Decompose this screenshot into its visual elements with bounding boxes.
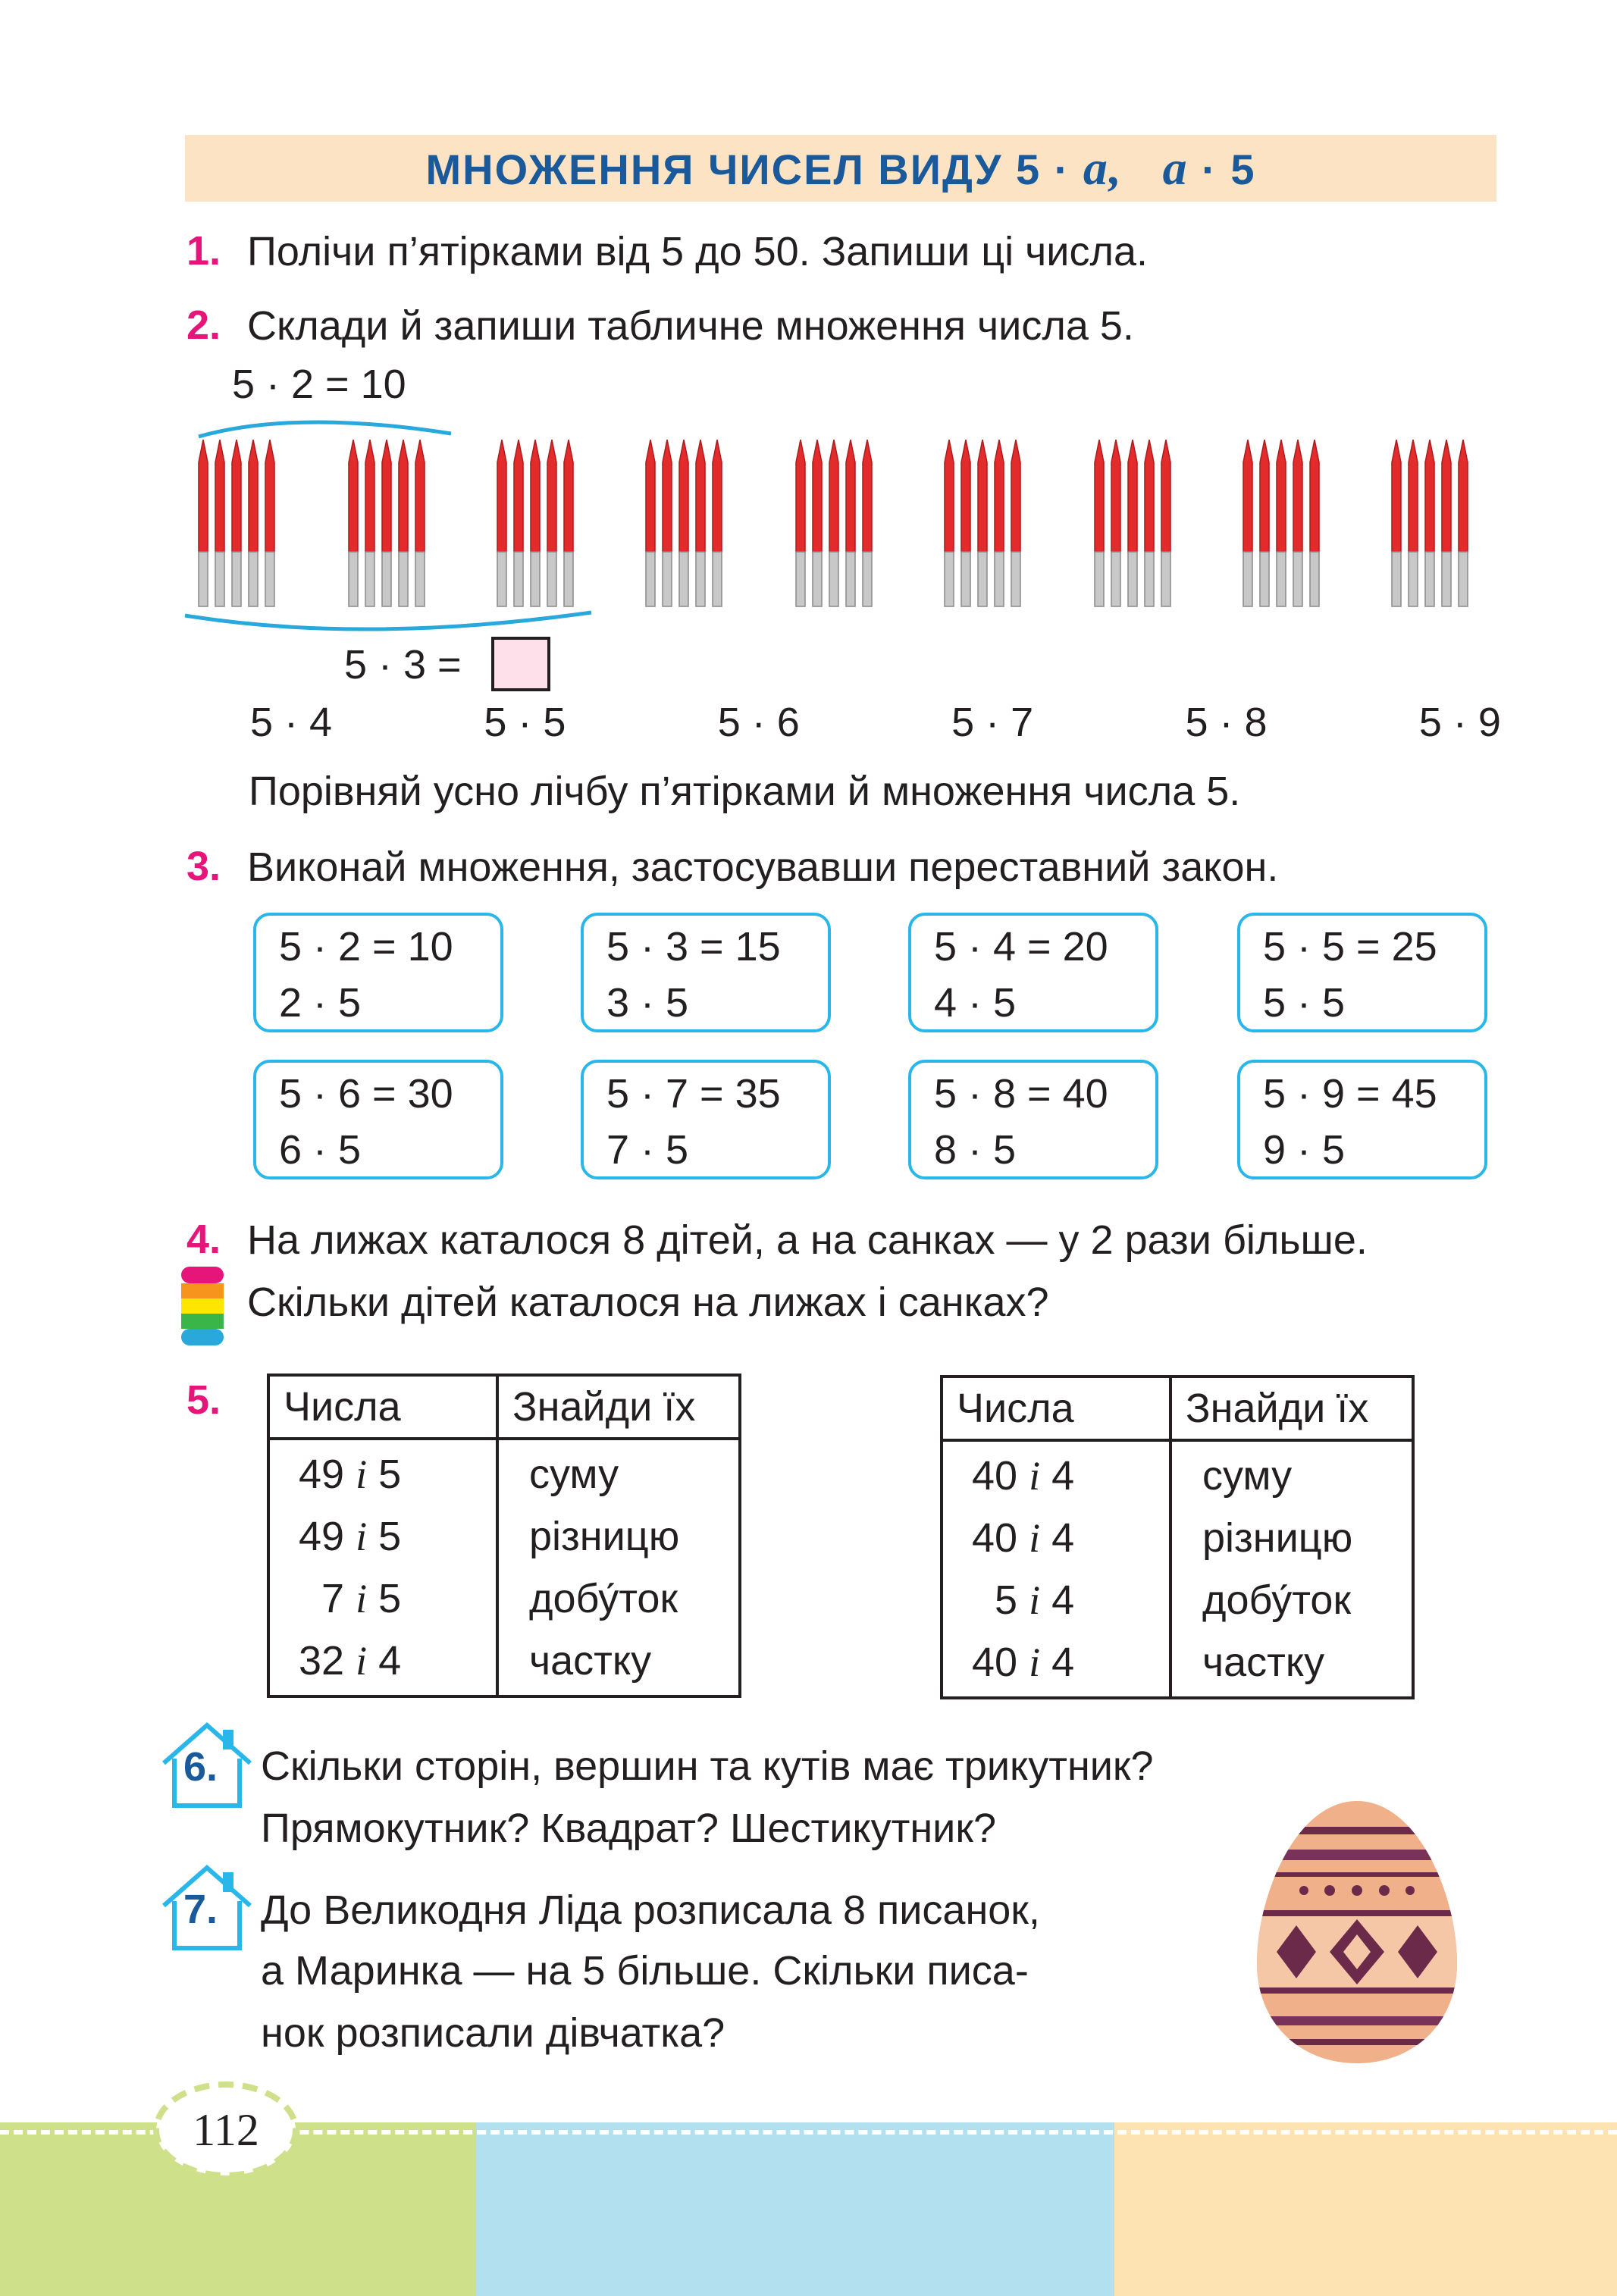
pencil <box>796 440 805 606</box>
box-line-task: 4 · 5 <box>934 980 1017 1026</box>
task-7-number: 7. <box>183 1887 218 1932</box>
box-line-task: 7 · 5 <box>606 1127 689 1173</box>
pencil <box>1011 440 1020 606</box>
pencil <box>846 440 855 606</box>
box-line-task: 2 · 5 <box>279 980 362 1026</box>
pencil <box>1095 440 1104 606</box>
operations-cell: суму різницю добу́ток частку <box>1170 1440 1413 1698</box>
pencil <box>232 440 241 606</box>
example-5x3: 5 · 3 = <box>344 642 462 688</box>
task-6-number: 6. <box>183 1744 218 1790</box>
pencil-group <box>199 440 274 606</box>
expr-5x8: 5 · 8 <box>1185 700 1268 745</box>
box-line-given: 5 · 5 = 25 <box>1263 924 1437 969</box>
table-right <box>940 1375 1415 1699</box>
pencil <box>1310 440 1319 606</box>
pencil <box>1442 440 1451 606</box>
box-line-given: 5 · 4 = 20 <box>934 924 1108 969</box>
task-7-line-2: а Маринка — на 5 більше. Скільки писа- <box>261 1948 1029 1994</box>
expr-5x4: 5 · 4 <box>250 700 333 745</box>
pencil <box>679 440 688 606</box>
task-4-line-2: Скільки дітей каталося на лижах і санках? <box>247 1280 1049 1325</box>
pencil-group <box>497 440 573 606</box>
commutative-box <box>1237 1060 1487 1179</box>
task-4-line-1: На лижах каталося 8 дітей, а на санках — у 2 рази більше. <box>247 1217 1368 1263</box>
commutative-box <box>908 1060 1158 1179</box>
pencil <box>1128 440 1137 606</box>
pencil <box>547 440 556 606</box>
expr-5x6: 5 · 6 <box>717 700 800 745</box>
box-line-given: 5 · 7 = 35 <box>606 1071 781 1117</box>
column-header-numbers: Числа <box>268 1375 497 1439</box>
task-3-number: 3. <box>186 844 221 889</box>
pencil <box>813 440 822 606</box>
box-line-given: 5 · 6 = 30 <box>279 1071 453 1117</box>
column-header-find: Знайди їх <box>1170 1377 1413 1440</box>
pencil <box>1161 440 1170 606</box>
box-line-task: 5 · 5 <box>1263 980 1346 1026</box>
pencil <box>1111 440 1120 606</box>
numbers-cell: 40 і 4 40 і 4 5 і 4 40 і 4 <box>942 1440 1170 1698</box>
pencil <box>1459 440 1468 606</box>
footer-band-orange <box>1114 2122 1617 2296</box>
box-line-task: 9 · 5 <box>1263 1127 1346 1173</box>
answer-box[interactable] <box>491 637 550 691</box>
box-line-task: 8 · 5 <box>934 1127 1017 1173</box>
pencil <box>945 440 954 606</box>
table-left <box>267 1374 741 1698</box>
pencil <box>1277 440 1286 606</box>
pencil-group <box>349 440 425 606</box>
task-2-number: 2. <box>186 302 221 348</box>
box-line-given: 5 · 8 = 40 <box>934 1071 1108 1117</box>
footer-band-blue <box>476 2122 1114 2296</box>
pencil-group <box>796 440 872 606</box>
pencil <box>663 440 672 606</box>
expr-5x9: 5 · 9 <box>1418 700 1501 745</box>
pencil <box>514 440 523 606</box>
pencil <box>399 440 408 606</box>
pencil-group <box>1095 440 1170 606</box>
numbers-cell: 49 і 5 49 і 5 7 і 5 32 і 4 <box>268 1439 497 1696</box>
pencil-group <box>1243 440 1319 606</box>
column-header-numbers: Числа <box>942 1377 1170 1440</box>
column-header-find: Знайди їх <box>497 1375 740 1439</box>
pencil-group <box>945 440 1020 606</box>
pencil-stack-icon <box>179 1264 226 1349</box>
commutative-box <box>1237 913 1487 1032</box>
pencil <box>365 440 374 606</box>
task-1-text: Полічи п’ятірками від 5 до 50. Запиши ці числа. <box>247 229 1148 274</box>
task-6-line-2: Прямокутник? Квадрат? Шестикутник? <box>261 1806 996 1851</box>
expr-5x5: 5 · 5 <box>484 700 566 745</box>
task-3-text: Виконай множення, застосувавши переставний закон. <box>247 844 1279 890</box>
commutative-box <box>581 1060 831 1179</box>
task-6-line-1: Скільки сторін, вершин та кутів має трикутник? <box>261 1743 1154 1789</box>
commutative-box <box>581 913 831 1032</box>
pencil <box>646 440 655 606</box>
box-line-given: 5 · 2 = 10 <box>279 924 453 969</box>
pencil-group <box>1392 440 1468 606</box>
pencil <box>829 440 838 606</box>
pencil <box>265 440 274 606</box>
pencil-groups <box>199 440 1468 606</box>
pencil <box>564 440 573 606</box>
pencil <box>1293 440 1302 606</box>
pencil <box>199 440 208 606</box>
commutative-box <box>253 1060 503 1179</box>
pencil <box>415 440 425 606</box>
lesson-title-bar <box>185 135 1496 202</box>
commutative-box <box>908 913 1158 1032</box>
pencil <box>863 440 872 606</box>
multiplication-row <box>250 699 1501 752</box>
pencils-illustration <box>182 409 1501 644</box>
pencil <box>696 440 705 606</box>
bracket-top-arc <box>199 422 451 437</box>
pencil <box>249 440 258 606</box>
task-1-number: 1. <box>186 228 221 274</box>
box-line-task: 6 · 5 <box>279 1127 362 1173</box>
bracket-bottom-arc <box>185 612 591 629</box>
pencil <box>713 440 722 606</box>
pencil <box>1425 440 1434 606</box>
task-2-note: Порівняй усно лічбу п’ятірками й множення числа 5. <box>249 769 1241 814</box>
task-4-number: 4. <box>186 1217 221 1262</box>
box-line-given: 5 · 3 = 15 <box>606 924 781 969</box>
pencil <box>995 440 1004 606</box>
pysanka-egg-image <box>1251 1796 1463 2069</box>
pencil <box>1145 440 1154 606</box>
pencil <box>978 440 987 606</box>
page-number: 112 <box>193 2105 259 2155</box>
example-5x2: 5 · 2 = 10 <box>232 362 406 407</box>
pencil <box>382 440 391 606</box>
task-7-line-3: нок розписали дівчатка? <box>261 2010 725 2056</box>
pencil <box>531 440 540 606</box>
expr-5x7: 5 · 7 <box>951 700 1034 745</box>
box-line-given: 5 · 9 = 45 <box>1263 1071 1437 1117</box>
lesson-title: МНОЖЕННЯ ЧИСЕЛ ВИДУ 5 · a, a · 5 <box>425 141 1256 195</box>
pencil <box>961 440 970 606</box>
pencil-group <box>646 440 722 606</box>
task-7-line-1: До Великодня Ліда розписала 8 писанок, <box>261 1887 1040 1933</box>
task-5-number: 5. <box>186 1377 221 1423</box>
pencil <box>1243 440 1252 606</box>
pencil <box>1260 440 1269 606</box>
operations-cell: суму різницю добу́ток частку <box>497 1439 740 1696</box>
box-line-task: 3 · 5 <box>606 980 689 1026</box>
pencil <box>215 440 224 606</box>
pencil <box>349 440 358 606</box>
commutative-box <box>253 913 503 1032</box>
task-2-text: Склади й запиши табличне множення числа 5. <box>247 303 1134 349</box>
pencil <box>497 440 506 606</box>
pencil <box>1392 440 1401 606</box>
pencil <box>1409 440 1418 606</box>
